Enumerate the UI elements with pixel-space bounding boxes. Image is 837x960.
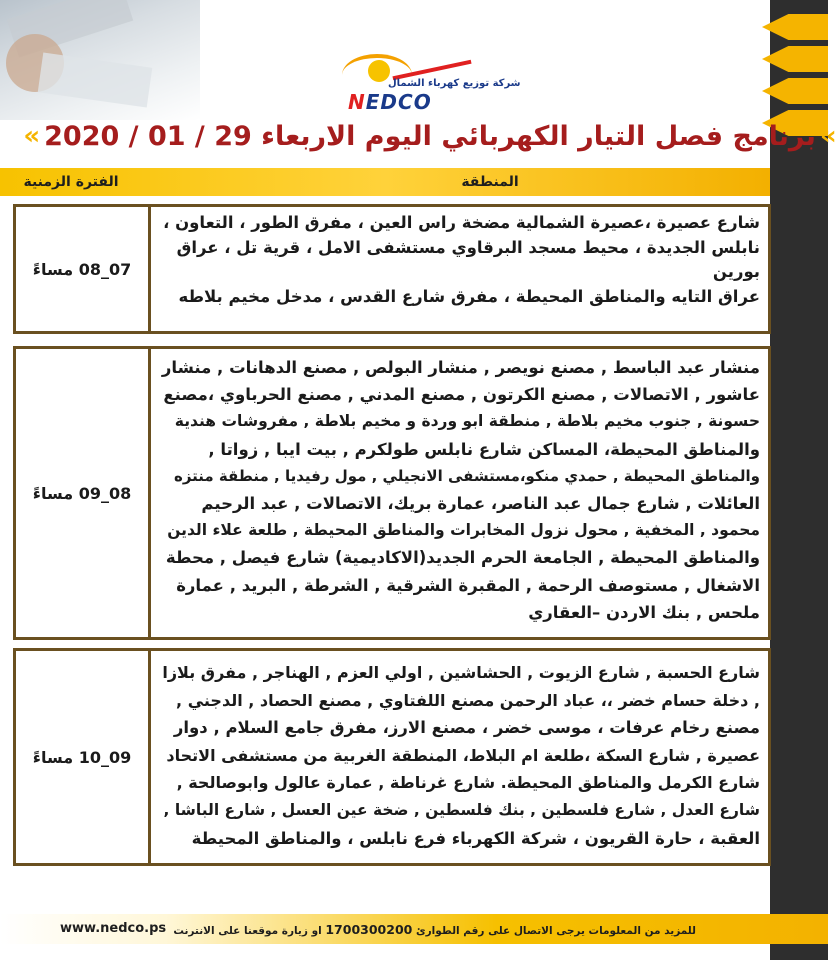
phone-number: 1700300200 (325, 922, 413, 937)
schedule-row (13, 346, 771, 640)
header-photo (0, 0, 200, 120)
nedco-logo: شركة توزيع كهرباء الشمال NEDCO (332, 54, 472, 112)
table-header (0, 168, 770, 196)
logo-wordmark: NEDCO (348, 90, 432, 114)
time-period: 07_08 مساءً (16, 207, 151, 331)
header-time: الفترة الزمنية (23, 174, 119, 190)
time-period: 08_09 مساءً (16, 349, 151, 637)
chevron-icon: » (819, 121, 837, 151)
footer-info: للمزيد من المعلومات يرجى الاتصال على رقم الطوارئ 1700300200 او زيارة موقعنا على الانترنت (173, 922, 696, 937)
sun-icon (368, 60, 390, 82)
area-list: منشار عبد الباسط , مصنع نويصر , منشار البولص , مصنع الدهانات , منشار عاشور , الاتصالات , مصنع الكرتون , مصنع المدني , مصنع الحرباوي ،مصنع حسونة , جنوب مخيم بلاطة , منطقة ابو وردة و مخيم بلاطة , مفروشات هندية والمناطق المحيطة، المساكن شارع نابلس طولكرم , بيت ايبا , زواتا , والمناطق المحيطة , حمدي منكو،مستشفى الانجيلي , مول رفيديا , منطقة منتزه العائلات , شارع جمال عبد الناصر، عمارة بريك، الاتصالات , عبد الرحيم محمود , المخفية , محول نزول المخابرات والمناطق المحيطة , طلعة علاء الدين والمناطق المحيطة , الجامعة الحرم الجديد(الاكاديمية) شارع فيصل , محطة الاشغال , مستوصف الرحمة , المقبرة الشرقية , الشرطة , البريد , عمارة ملحس , بنك الاردن –العقاري (161, 358, 760, 622)
area-list: شارع الحسبة , شارع الزيوت , الحشاشين , اولي العزم , الهناجر , مفرق بلازا , دخلة حسام خضر ،، عباد الرحمن مصنع اللفتاوي , مصنع الحصاد , الدجني , مصنع رخام عرفات ، موسى خضر ، مصنع الارز، مفرق جامع السلام , دوار عصيرة , شارع السكة ،طلعة ام البلاط، المنطقة الغربية من مستشفى الاتحاد شارع الكرمل والمناطق المحيطة. شارع غرناطة , عمارة عالول وابوصالحة , شارع العدل , شارع فلسطين , بنك فلسطين , ضخة عين العسل , شارع الباشا , العقبة ، حارة القريون ، شركة الكهرباء فرع نابلس ، والمناطق المحيطة (162, 663, 760, 848)
header-area: المنطقة (461, 174, 519, 190)
area-list: شارع عصيرة ،عصيرة الشمالية مضخة راس العين ، مفرق الطور ، التعاون ، نابلس الجديدة ، محيط مسجد البرقاوي مستشفى الامل ، قرية تل ، عراق بورين عراق التايه والمناطق المحيطة ، مفرق شارع القدس ، مدخل مخيم بلاطه (163, 213, 760, 306)
chevron-icon: » (23, 121, 41, 151)
time-period: 09_10 مساءً (16, 651, 151, 863)
page-title-text: برنامج فصل التيار الكهربائي اليوم الاربعاء 29 / 01 / 2020 (44, 120, 816, 152)
website-link[interactable]: www.nedco.ps (60, 921, 167, 936)
page-title (23, 116, 837, 156)
schedule-row (13, 648, 771, 866)
schedule-row (13, 204, 771, 334)
